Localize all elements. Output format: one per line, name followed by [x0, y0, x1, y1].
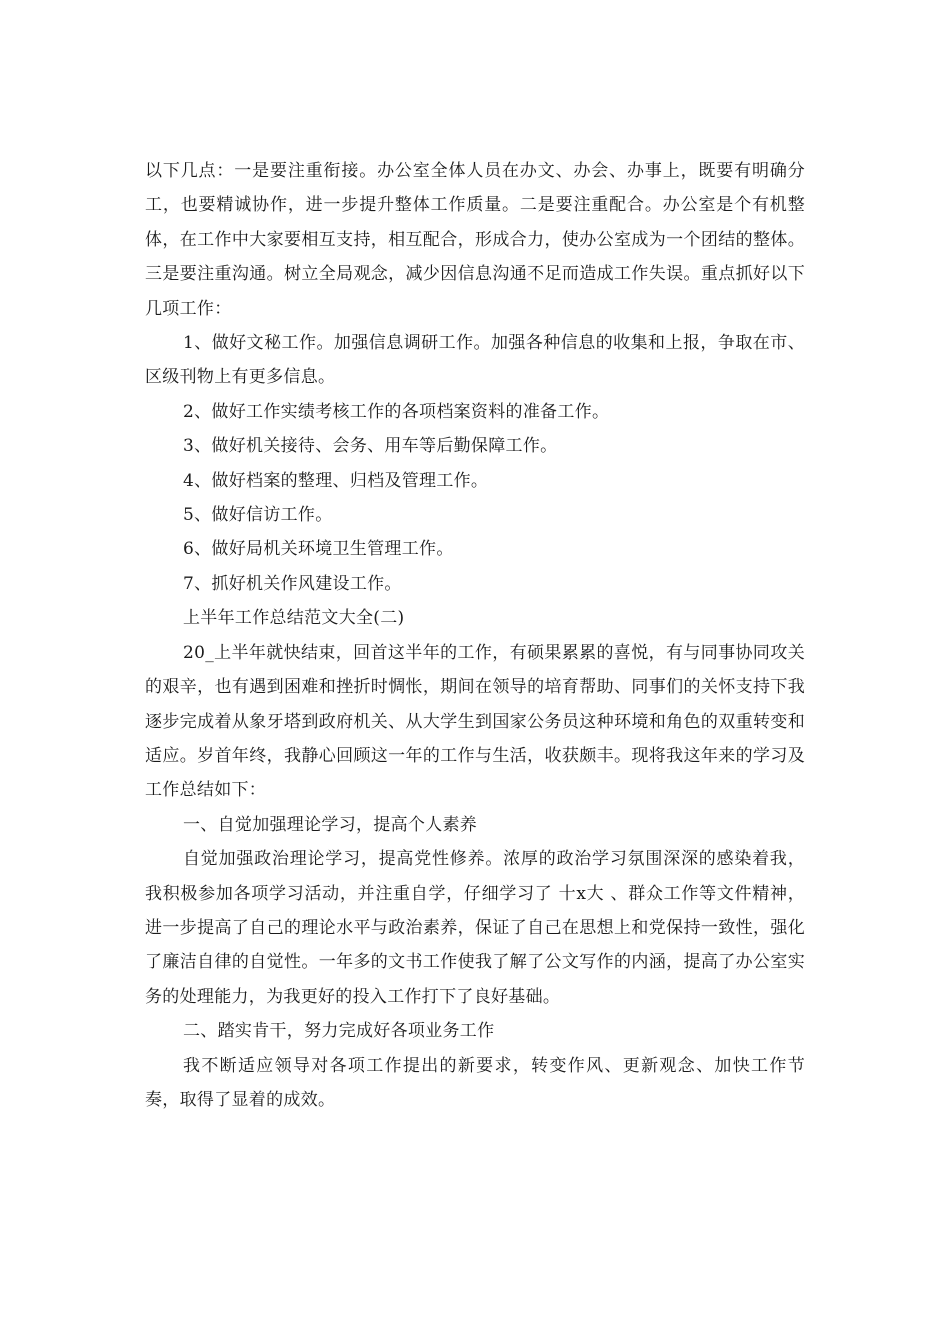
paragraph-intro: 以下几点：一是要注重衔接。办公室全体人员在办文、办会、办事上，既要有明确分工，也要精诚协作，进一步提升整体工作质量。二是要注重配合。办公室是个有机整体，在工作中大家要相互支持，相互配合，形成合力，使办公室成为一个团结的整体。三是要注重沟通。树立全局观念，减少因信息沟通不足而造成工作失误。重点抓好以下几项工作： — [145, 161, 805, 319]
paragraph-opening: 20_上半年就快结束，回首这半年的工作，有硕果累累的喜悦，有与同事协同攻关的艰辛，也有遇到困难和挫折时惆怅，期间在领导的培育帮助、同事们的关怀支持下我逐步完成着从象牙塔到政府机关、从大学生到国家公务员这种环境和角色的双重转变和适应。岁首年终，我静心回顾这一年的工作与生活，收获颇丰。现将我这年来的学习及工作总结如下： — [145, 642, 805, 801]
section-title: 上半年工作总结范文大全(二) — [183, 608, 405, 629]
paragraph-part-2: 我不断适应领导对各项工作提出的新要求，转变作风、更新观念、加快工作节奏，取得了显着的成效。 — [145, 1055, 805, 1110]
paragraph-part-1: 自觉加强政治理论学习，提高党性修养。浓厚的政治学习氛围深深的感染着我，我积极参加各项学习活动，并注重自学，仔细学习了 十x大 、群众工作等文件精神，进一步提高了自己的理论水平与政治素养，保证了自己在思想上和党保持一致性，强化了廉洁自律的自觉性。一年多的文书工作使我了解了公文写作的内涵，提高了办公室实务的处理能力，为我更好的投入工作打下了良好基础。 — [145, 849, 805, 1007]
heading-part-1: 一、自觉加强理论学习，提高个人素养 — [183, 814, 478, 835]
paragraph-item-5: 5、做好信访工作。 — [183, 505, 333, 526]
paragraph-item-3: 3、做好机关接待、会务、用车等后勤保障工作。 — [183, 436, 558, 457]
paragraph-item-2: 2、做好工作实绩考核工作的各项档案资料的准备工作。 — [183, 401, 610, 422]
paragraph-item-6: 6、做好局机关环境卫生管理工作。 — [183, 539, 454, 560]
document-body — [145, 154, 805, 1117]
paragraph-item-4: 4、做好档案的整理、归档及管理工作。 — [183, 470, 489, 491]
paragraph-item-7: 7、抓好机关作风建设工作。 — [183, 573, 402, 594]
heading-part-2: 二、踏实肯干，努力完成好各项业务工作 — [183, 1021, 495, 1042]
paragraph-item-1: 1、做好文秘工作。加强信息调研工作。加强各种信息的收集和上报，争取在市、区级刊物上有更多信息。 — [145, 333, 805, 388]
